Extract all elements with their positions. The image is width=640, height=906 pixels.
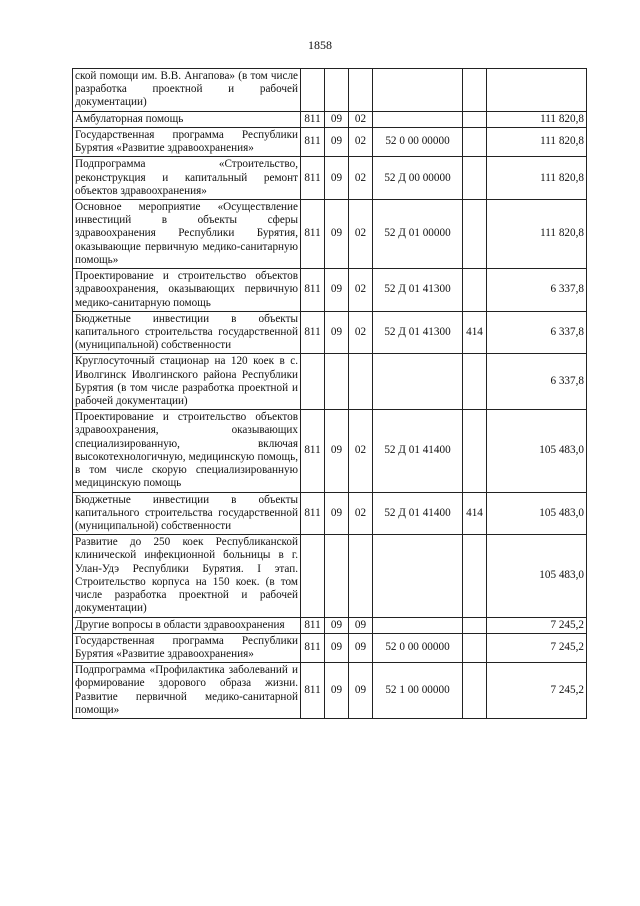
table-row (73, 69, 587, 112)
amount-cell: 111 820,8 (487, 157, 587, 200)
target-article-cell: 52 Д 01 41400 (373, 492, 463, 535)
item-name-cell: Проектирование и строительство объектов здравоохранения, оказывающих первичную медико-санитарную помощь (73, 269, 301, 312)
expense-type-cell (463, 199, 487, 268)
amount-cell: 105 483,0 (487, 535, 587, 617)
item-name-cell: Бюджетные инвестиции в объекты капитального строительства государственной (муниципальной) собственности (73, 492, 301, 535)
section-code-cell: 09 (325, 492, 349, 535)
section-code-cell: 09 (325, 617, 349, 633)
section-code-cell: 09 (325, 157, 349, 200)
amount-cell: 111 820,8 (487, 199, 587, 268)
ministry-code-cell: 811 (301, 410, 325, 492)
amount-cell: 6 337,8 (487, 269, 587, 312)
subsection-code-cell (349, 69, 373, 112)
expense-type-cell (463, 111, 487, 127)
amount-cell: 105 483,0 (487, 410, 587, 492)
amount-cell: 6 337,8 (487, 311, 587, 354)
subsection-code-cell: 02 (349, 269, 373, 312)
item-name-cell: Амбулаторная помощь (73, 111, 301, 127)
table-row (73, 492, 587, 535)
subsection-code-cell: 02 (349, 492, 373, 535)
ministry-code-cell: 811 (301, 633, 325, 662)
section-code-cell: 09 (325, 199, 349, 268)
table-row (73, 617, 587, 633)
item-name-cell: Развитие до 250 коек Республиканской клинической инфекционной больницы в г. Улан-Удэ Республики Бурятия. I этап. Строительство корпуса на 150 коек. (в том числе разработка проектной и рабочей документации) (73, 535, 301, 617)
table-row (73, 354, 587, 410)
ministry-code-cell: 811 (301, 492, 325, 535)
section-code-cell: 09 (325, 311, 349, 354)
item-name-cell: Другие вопросы в области здравоохранения (73, 617, 301, 633)
page-number: 1858 (308, 38, 332, 52)
target-article-cell (373, 617, 463, 633)
table-row (73, 269, 587, 312)
target-article-cell (373, 69, 463, 112)
budget-table-body (73, 69, 587, 719)
amount-cell: 105 483,0 (487, 492, 587, 535)
table-row (73, 410, 587, 492)
item-name-cell: Подпрограмма «Профилактика заболеваний и формирование здорового образа жизни. Развитие первичной медико-санитарной помощи» (73, 663, 301, 719)
ministry-code-cell (301, 354, 325, 410)
subsection-code-cell: 02 (349, 410, 373, 492)
ministry-code-cell (301, 69, 325, 112)
amount-cell: 7 245,2 (487, 633, 587, 662)
ministry-code-cell: 811 (301, 663, 325, 719)
subsection-code-cell: 02 (349, 199, 373, 268)
section-code-cell: 09 (325, 111, 349, 127)
table-row (73, 535, 587, 617)
amount-cell: 7 245,2 (487, 617, 587, 633)
ministry-code-cell: 811 (301, 199, 325, 268)
table-row (73, 127, 587, 156)
item-name-cell: Государственная программа Республики Бурятия «Развитие здравоохранения» (73, 127, 301, 156)
item-name-cell: Проектирование и строительство объектов здравоохранения, оказывающих специализированную, включая высокотехнологичную, медицинскую помощь, в том числе скорую специализированную медицинскую помощь (73, 410, 301, 492)
section-code-cell: 09 (325, 410, 349, 492)
subsection-code-cell: 02 (349, 111, 373, 127)
item-name-cell: ской помощи им. В.В. Ангапова» (в том числе разработка проектной и рабочей документации) (73, 69, 301, 112)
ministry-code-cell: 811 (301, 269, 325, 312)
budget-table (72, 68, 587, 719)
subsection-code-cell: 09 (349, 663, 373, 719)
table-row (73, 111, 587, 127)
expense-type-cell: 414 (463, 311, 487, 354)
target-article-cell: 52 Д 01 41300 (373, 311, 463, 354)
subsection-code-cell: 09 (349, 617, 373, 633)
item-name-cell: Бюджетные инвестиции в объекты капитального строительства государственной (муниципальной) собственности (73, 311, 301, 354)
ministry-code-cell: 811 (301, 127, 325, 156)
section-code-cell: 09 (325, 663, 349, 719)
subsection-code-cell: 09 (349, 633, 373, 662)
table-row (73, 311, 587, 354)
expense-type-cell (463, 157, 487, 200)
subsection-code-cell (349, 354, 373, 410)
amount-cell: 111 820,8 (487, 111, 587, 127)
amount-cell: 111 820,8 (487, 127, 587, 156)
expense-type-cell (463, 663, 487, 719)
target-article-cell: 52 Д 00 00000 (373, 157, 463, 200)
target-article-cell: 52 Д 01 41300 (373, 269, 463, 312)
ministry-code-cell (301, 535, 325, 617)
target-article-cell (373, 535, 463, 617)
table-row (73, 663, 587, 719)
target-article-cell: 52 Д 01 00000 (373, 199, 463, 268)
section-code-cell: 09 (325, 269, 349, 312)
target-article-cell: 52 0 00 00000 (373, 633, 463, 662)
ministry-code-cell: 811 (301, 111, 325, 127)
subsection-code-cell: 02 (349, 311, 373, 354)
target-article-cell (373, 354, 463, 410)
item-name-cell: Круглосуточный стационар на 120 коек в с. Иволгинск Иволгинского района Республики Бурятия (в том числе разработка проектной и рабочей документации) (73, 354, 301, 410)
item-name-cell: Государственная программа Республики Бурятия «Развитие здравоохранения» (73, 633, 301, 662)
table-row (73, 157, 587, 200)
amount-cell: 6 337,8 (487, 354, 587, 410)
expense-type-cell (463, 269, 487, 312)
target-article-cell: 52 1 00 00000 (373, 663, 463, 719)
expense-type-cell: 414 (463, 492, 487, 535)
ministry-code-cell: 811 (301, 157, 325, 200)
expense-type-cell (463, 535, 487, 617)
target-article-cell (373, 111, 463, 127)
target-article-cell: 52 Д 01 41400 (373, 410, 463, 492)
expense-type-cell (463, 354, 487, 410)
section-code-cell (325, 535, 349, 617)
target-article-cell: 52 0 00 00000 (373, 127, 463, 156)
section-code-cell (325, 354, 349, 410)
expense-type-cell (463, 410, 487, 492)
table-row (73, 633, 587, 662)
subsection-code-cell (349, 535, 373, 617)
expense-type-cell (463, 69, 487, 112)
ministry-code-cell: 811 (301, 311, 325, 354)
ministry-code-cell: 811 (301, 617, 325, 633)
item-name-cell: Подпрограмма «Строительство, реконструкция и капитальный ремонт объектов здравоохранения» (73, 157, 301, 200)
amount-cell: 7 245,2 (487, 663, 587, 719)
table-row (73, 199, 587, 268)
subsection-code-cell: 02 (349, 127, 373, 156)
expense-type-cell (463, 127, 487, 156)
expense-type-cell (463, 617, 487, 633)
section-code-cell: 09 (325, 127, 349, 156)
item-name-cell: Основное мероприятие «Осуществление инвестиций в объекты сферы здравоохранения Республики Бурятия, оказывающие первичную медико-санитарную помощь» (73, 199, 301, 268)
expense-type-cell (463, 633, 487, 662)
section-code-cell: 09 (325, 633, 349, 662)
amount-cell (487, 69, 587, 112)
section-code-cell (325, 69, 349, 112)
subsection-code-cell: 02 (349, 157, 373, 200)
